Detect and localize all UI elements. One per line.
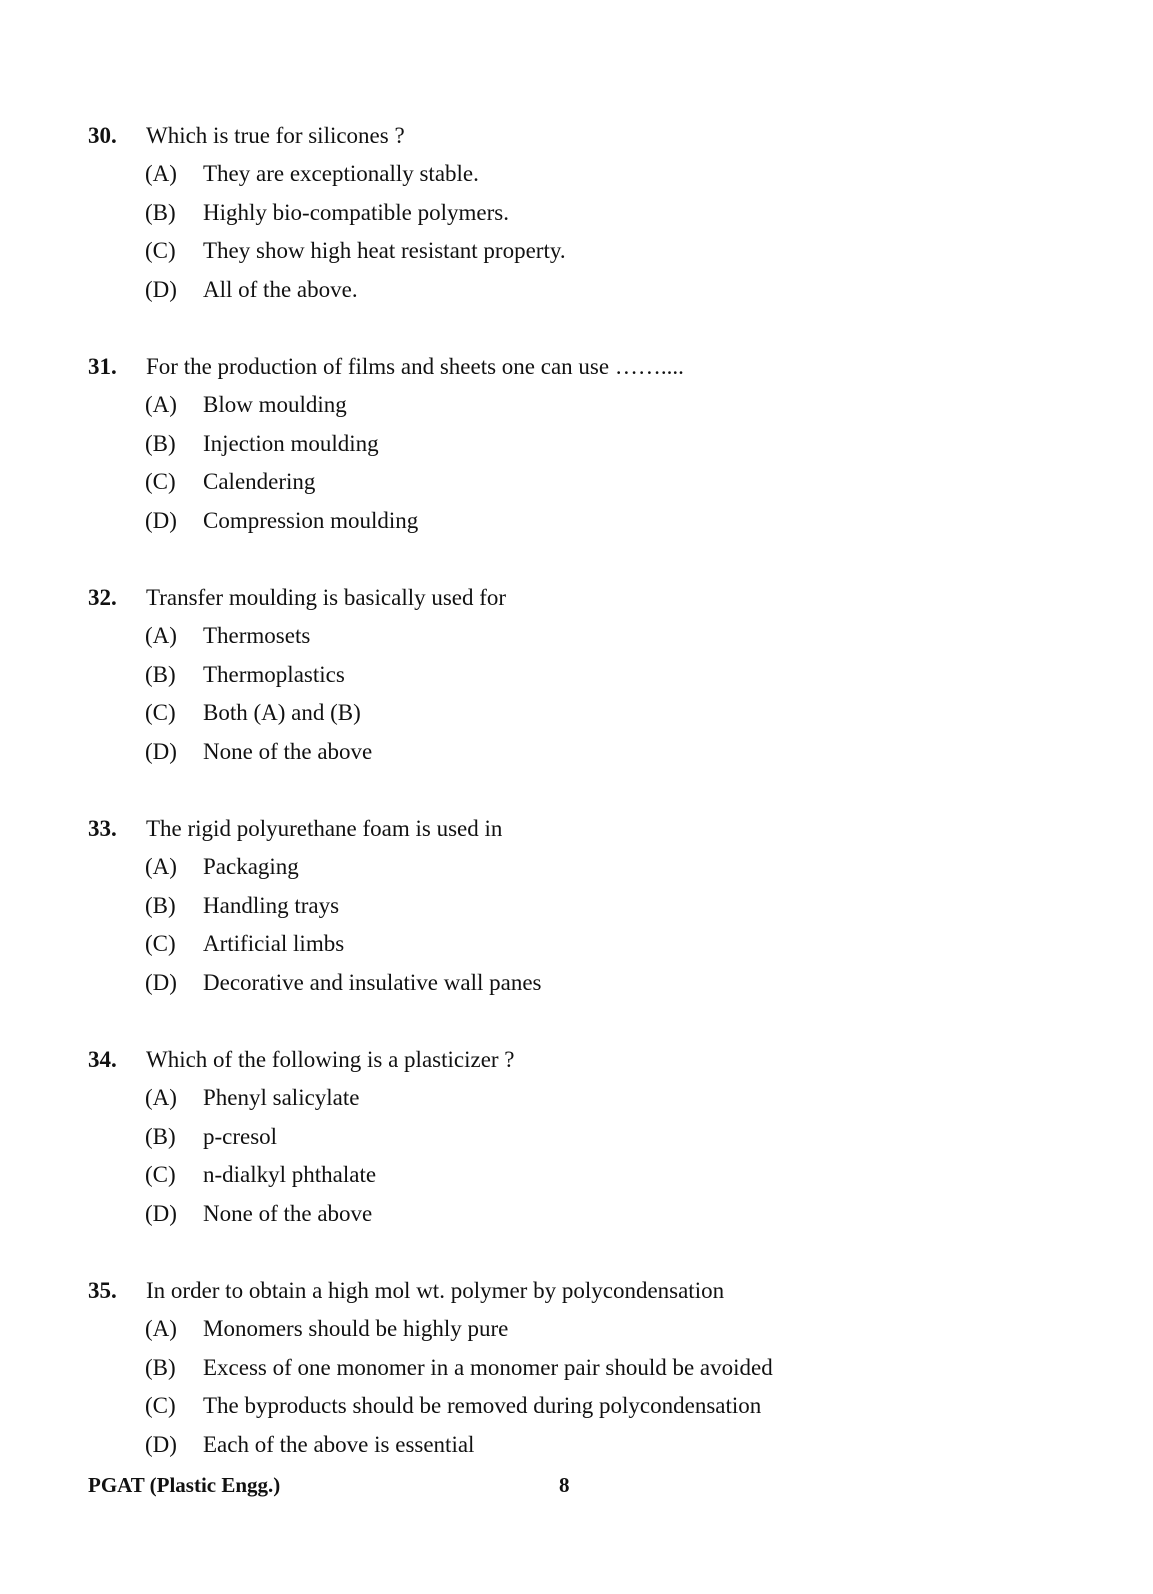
option-b: [88, 425, 1108, 464]
option-text: Injection moulding: [203, 430, 379, 456]
question-31: [88, 348, 1108, 541]
option-c: [88, 232, 1108, 271]
option-label: (A): [145, 161, 177, 186]
option-b: [88, 887, 1108, 926]
option-label: (D): [145, 970, 177, 996]
question-text: Transfer moulding is basically used for: [146, 585, 507, 610]
option-label: (A): [145, 392, 177, 417]
option-d: [88, 733, 1108, 772]
question-number: 31.: [88, 354, 117, 379]
option-label: (D): [145, 739, 177, 765]
option-a: [88, 1079, 1108, 1118]
option-b: [88, 1118, 1108, 1157]
option-text: None of the above: [203, 739, 373, 765]
option-text: Artificial limbs: [203, 931, 345, 957]
question-stem: [88, 810, 1108, 848]
question-35: [88, 1272, 1108, 1465]
question-32: [88, 579, 1108, 772]
option-b: [88, 1349, 1108, 1388]
question-stem: [88, 117, 1108, 155]
question-number: 32.: [88, 585, 117, 610]
option-text: Thermoplastics: [203, 661, 345, 687]
option-d: [88, 1195, 1108, 1234]
question-number: 34.: [88, 1047, 117, 1072]
option-label: (C): [145, 700, 176, 726]
option-label: (B): [145, 892, 176, 918]
option-text: Decorative and insulative wall panes: [203, 970, 542, 996]
option-label: (D): [145, 277, 177, 303]
option-label: (C): [145, 238, 176, 264]
option-c: [88, 1156, 1108, 1195]
option-d: [88, 964, 1108, 1003]
option-label: (B): [145, 1354, 176, 1380]
option-label: (B): [145, 199, 176, 225]
option-text: They show high heat resistant property.: [203, 238, 566, 264]
page-number: 8: [559, 1473, 570, 1497]
option-text: The byproducts should be removed during polycondensation: [203, 1393, 762, 1419]
question-stem: [88, 1272, 1108, 1310]
option-label: (B): [145, 1123, 176, 1149]
option-label: (A): [145, 1316, 177, 1341]
option-text: Compression moulding: [203, 508, 419, 534]
option-text: Excess of one monomer in a monomer pair should be avoided: [203, 1354, 773, 1380]
footer-exam-title: PGAT (Plastic Engg.): [88, 1473, 281, 1497]
option-a: [88, 155, 1108, 194]
question-text: Which is true for silicones ?: [146, 123, 405, 148]
option-label: (C): [145, 1162, 176, 1188]
option-c: [88, 1387, 1108, 1426]
option-text: Packaging: [203, 854, 299, 879]
option-b: [88, 194, 1108, 233]
question-number: 33.: [88, 816, 117, 841]
option-d: [88, 1426, 1108, 1465]
option-a: [88, 617, 1108, 656]
question-stem: [88, 1041, 1108, 1079]
option-label: (A): [145, 623, 177, 648]
option-d: [88, 502, 1108, 541]
option-label: (D): [145, 1201, 177, 1227]
option-text: Thermosets: [203, 623, 311, 648]
option-text: Each of the above is essential: [203, 1432, 475, 1458]
option-text: Phenyl salicylate: [203, 1085, 360, 1110]
option-label: (A): [145, 854, 177, 879]
option-text: Calendering: [203, 469, 316, 495]
option-text: They are exceptionally stable.: [203, 161, 479, 186]
question-34: [88, 1041, 1108, 1234]
option-label: (B): [145, 661, 176, 687]
option-text: Monomers should be highly pure: [203, 1316, 509, 1341]
option-label: (D): [145, 1432, 177, 1458]
option-text: p-cresol: [203, 1123, 278, 1149]
option-a: [88, 1310, 1108, 1349]
option-label: (D): [145, 508, 177, 534]
option-a: [88, 386, 1108, 425]
option-label: (C): [145, 1393, 176, 1419]
option-label: (B): [145, 430, 176, 456]
option-text: Blow moulding: [203, 392, 347, 417]
option-label: (C): [145, 469, 176, 495]
option-text: Handling trays: [203, 892, 340, 918]
option-text: Highly bio-compatible polymers.: [203, 199, 509, 225]
question-33: [88, 810, 1108, 1003]
question-number: 30.: [88, 123, 117, 148]
question-stem: [88, 348, 1108, 386]
question-text: The rigid polyurethane foam is used in: [146, 816, 503, 841]
option-b: [88, 656, 1108, 695]
option-c: [88, 925, 1108, 964]
question-text: Which of the following is a plasticizer ?: [146, 1047, 515, 1072]
option-a: [88, 848, 1108, 887]
option-c: [88, 694, 1108, 733]
option-text: Both (A) and (B): [203, 700, 361, 726]
option-text: n-dialkyl phthalate: [203, 1162, 377, 1188]
option-c: [88, 463, 1108, 502]
question-text: In order to obtain a high mol wt. polymer by polycondensation: [146, 1278, 725, 1303]
question-30: [88, 117, 1108, 310]
option-label: (A): [145, 1085, 177, 1110]
question-stem: [88, 579, 1108, 617]
option-label: (C): [145, 931, 176, 957]
question-text: For the production of films and sheets one can use ……....: [146, 354, 684, 379]
option-text: All of the above.: [203, 277, 358, 303]
question-number: 35.: [88, 1278, 117, 1303]
option-d: [88, 271, 1108, 310]
option-text: None of the above: [203, 1201, 373, 1227]
